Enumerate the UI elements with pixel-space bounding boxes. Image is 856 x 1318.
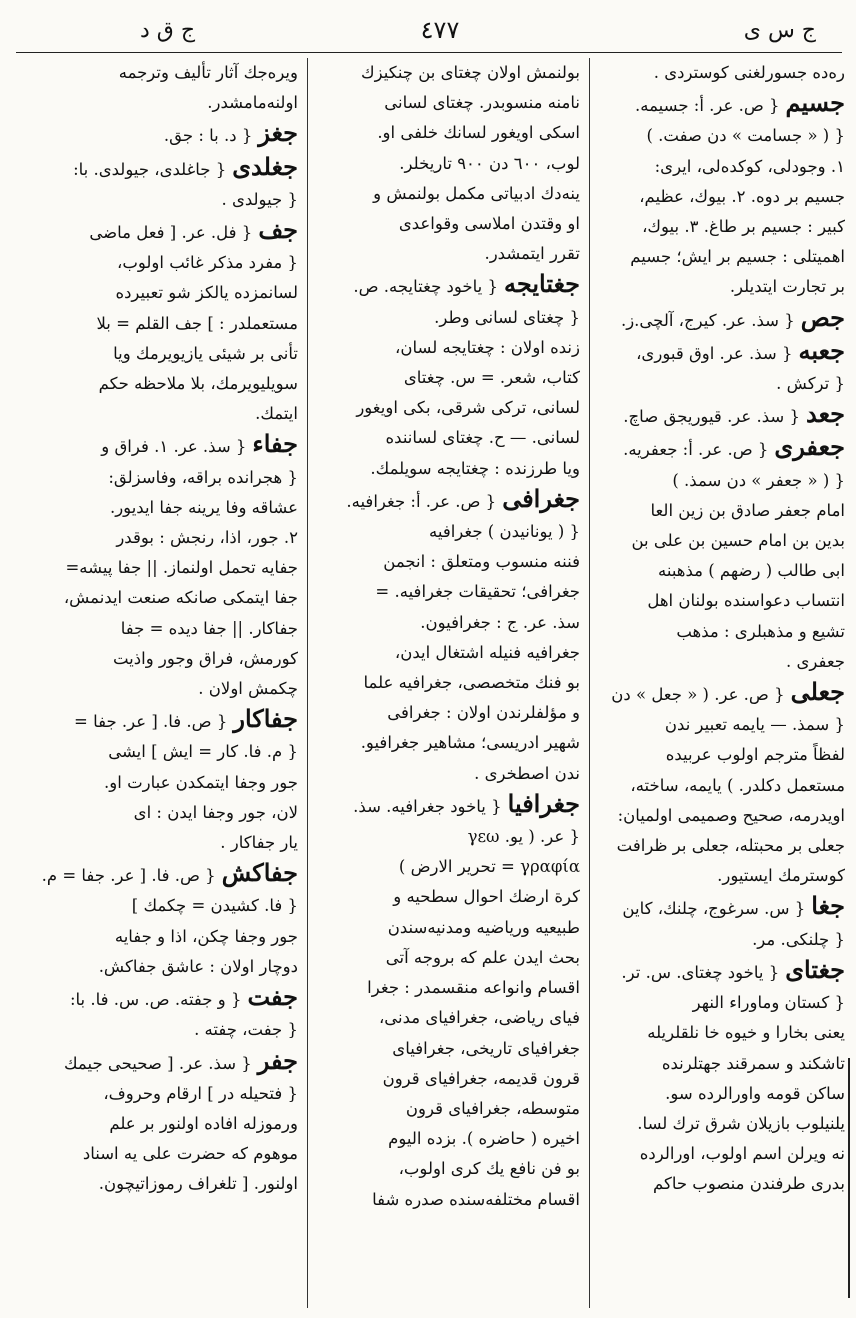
entry-line <box>318 1064 580 1094</box>
definition-text: { مفرد مذكر غائب اولوب، <box>117 253 298 273</box>
dictionary-entry <box>20 58 298 118</box>
entry-line <box>600 58 845 88</box>
definition-text: كوسترمك ايستيور. <box>717 866 845 886</box>
entry-line <box>318 363 580 393</box>
entry-line <box>318 882 580 912</box>
definition-text: تشيع و مذهبلرى : مذهب <box>676 621 845 641</box>
definition-text: سذ. عر. ج : جغرافيون. <box>420 612 580 632</box>
headword: جغرافى <box>502 483 580 513</box>
entry-line <box>318 58 580 88</box>
headword: جعبه <box>798 335 845 365</box>
headword: جفاء <box>252 429 298 459</box>
entry-line <box>318 759 580 789</box>
definition-text: رەدە جسورلغنى كوستردى . <box>653 63 845 82</box>
entry-line <box>20 399 298 429</box>
entry-line <box>20 369 298 399</box>
dictionary-entry <box>600 88 845 302</box>
definition-text: بحث ايدن علم كه بروجه آتى <box>385 947 580 967</box>
entry-line <box>20 553 298 583</box>
definition-text: مستعملدر : ] جف القلم = بلا <box>96 313 298 333</box>
headword: جفاكار <box>233 704 298 734</box>
definition-text: ينەدك ادبياتى مكمل بولنمش و <box>373 183 580 203</box>
entry-line <box>600 1049 845 1079</box>
definition-text: عشاقه وفا يرينه جفا ايديور. <box>109 497 298 517</box>
headword: جعلى <box>790 677 845 707</box>
definition-text: اويدرمه، صحيح وصميمى اولميان: <box>617 805 845 825</box>
dictionary-entry <box>600 891 845 954</box>
entry-line <box>318 668 580 698</box>
entry-line <box>600 466 845 496</box>
headword: جص <box>800 302 845 332</box>
definition-text: جغرافياى تاريخى، جغرافياى <box>392 1038 580 1058</box>
entry-line <box>20 339 298 369</box>
entry-line <box>20 952 298 982</box>
definition-text: شهير ادريسى؛ مشاهير جغرافيو. <box>360 733 580 753</box>
definition-text: { ياخود چغتاى. س. تر. <box>621 962 780 982</box>
entry-line <box>600 740 845 770</box>
entry-line <box>20 858 298 891</box>
definition-text: جعلى بر محبتله، جعلى بر ظرافت <box>616 836 845 856</box>
entry-line <box>318 852 580 882</box>
definition-text: لوب، ٦٠٠ دن ٩٠٠ تاريخلر. <box>399 153 580 173</box>
entry-line <box>600 212 845 242</box>
entry-line <box>318 88 580 118</box>
dictionary-entry <box>600 955 845 1200</box>
dictionary-entry <box>20 982 298 1045</box>
definition-text: و مؤلفلرندن اولان : جغرافى <box>387 703 580 723</box>
definition-text: لسانى، تركى شرقى، بكى اويغور <box>356 398 580 418</box>
entry-line <box>318 1003 580 1033</box>
definition-text: طبيعيه ورياضيه ومدنيەسندن <box>387 917 580 937</box>
entry-line <box>20 88 298 118</box>
dictionary-entry <box>600 58 845 88</box>
entry-line <box>20 463 298 493</box>
entry-line <box>600 617 845 647</box>
entry-line <box>318 1185 580 1215</box>
definition-text: بو فنك متخصصى، جغرافيه علما <box>363 673 580 693</box>
entry-line <box>600 369 845 399</box>
definition-text: تقرر ايتمشدر. <box>484 244 580 264</box>
entry-line <box>20 523 298 553</box>
entry-line <box>318 423 580 453</box>
entry-line <box>318 303 580 333</box>
dictionary-entry <box>600 432 845 677</box>
column-middle <box>318 58 580 1308</box>
entry-line <box>20 1046 298 1079</box>
definition-text: { ياخود جغرافيه. سذ. <box>353 796 502 816</box>
entry-line <box>318 608 580 638</box>
entry-line <box>318 484 580 517</box>
entry-line <box>600 399 845 432</box>
entry-line <box>600 303 845 336</box>
definition-text: { د. با : جق. <box>163 126 253 146</box>
dictionary-entry <box>20 215 298 429</box>
entry-line <box>318 118 580 148</box>
entry-line <box>318 728 580 758</box>
entry-line <box>20 1139 298 1169</box>
entry-line <box>600 710 845 740</box>
column-left <box>20 58 298 1308</box>
entry-line <box>600 771 845 801</box>
dictionary-entry <box>20 858 298 982</box>
definition-text: جعفرى . <box>785 651 845 671</box>
entry-line <box>318 179 580 209</box>
definition-text: { چلنكى. مر. <box>752 929 845 949</box>
definition-text: اهمیتلى : جسیم بر ایش؛ جسیم <box>630 247 845 267</box>
definition-text: اقسام مختلفەسندە صدره شفا <box>372 1189 580 1209</box>
entry-line <box>600 336 845 369</box>
entry-line <box>600 121 845 151</box>
definition-text: لسانى. — ح. چغتاى لساننده <box>385 428 580 448</box>
entry-line <box>318 943 580 973</box>
entry-line <box>600 88 845 121</box>
entry-line <box>20 152 298 185</box>
entry-line <box>20 215 298 248</box>
definition-text: ويا طرزندە : چغتايجه سويلمك. <box>370 458 580 478</box>
definition-text: { ص. فا. [ عر. جفا = <box>74 712 228 732</box>
dictionary-entry <box>20 1046 298 1200</box>
entry-line <box>600 526 845 556</box>
definition-text: { م. فا. كار = ايش ] ايشى <box>108 742 298 762</box>
definition-text: ٢. جور، اذا، رنجش : بوقدر <box>116 528 298 548</box>
dictionary-entry <box>600 303 845 336</box>
dictionary-entry <box>318 269 580 483</box>
entry-line <box>318 1154 580 1184</box>
dictionary-entry <box>20 704 298 858</box>
definition-text: { سذ. عر. [ صحيحى جيمك <box>64 1053 252 1073</box>
definition-text: بو فن نافع يك كرى اولوب، <box>398 1159 580 1179</box>
entry-line <box>318 973 580 1003</box>
entry-line <box>20 798 298 828</box>
definition-text: سويليويرمك، بلا ملاحظه حكم <box>98 374 298 394</box>
entry-line <box>20 737 298 767</box>
dictionary-entry <box>318 58 580 269</box>
definition-text: انتساب دعواسندە بولنان اهل <box>647 591 845 611</box>
definition-text: جسيم بر دوە. ٢. بيوك، عظيم، <box>639 186 845 206</box>
definition-text: { ص. عر. ( « جعل » دن <box>611 685 785 705</box>
definition-text: { فتحيله در ] ارقام وحروف، <box>103 1083 298 1103</box>
definition-text: يار جفاكار . <box>220 833 298 853</box>
entry-line <box>20 614 298 644</box>
entry-line <box>20 891 298 921</box>
definition-text: نامنه منسوبدر. چغتاى لسانى <box>384 93 580 113</box>
definition-text: { سذ. عر. قيوريجق صاچ. <box>623 407 800 427</box>
entry-line <box>318 393 580 423</box>
definition-text: جفاكار. || جفا ديده = جفا <box>120 618 298 638</box>
definition-text: لفظاً مترجم اولوب عربيده <box>665 745 845 765</box>
entry-line <box>600 586 845 616</box>
dictionary-entry <box>600 336 845 399</box>
headword: جغرافيا <box>507 788 580 818</box>
page-header <box>20 12 836 52</box>
definition-text: جغرافى؛ تحقيقات جغرافيه. = <box>375 582 580 602</box>
column-divider-right <box>589 58 590 1308</box>
definition-text: يلنيلوب بازيلان شرق ترك لسا. <box>637 1113 845 1133</box>
entry-line <box>600 1018 845 1048</box>
definition-text: { ( « جسامت » دن صفت. ) <box>646 126 845 146</box>
entry-line <box>600 272 845 302</box>
definition-text: { چغتاى لسانى وطر. <box>434 307 580 327</box>
definition-text: موهوم كه حضرت على يه اسناد <box>82 1144 298 1164</box>
entry-line <box>600 831 845 861</box>
definition-text: ورموزله افاده اولنور بر علم <box>109 1113 298 1133</box>
headword: جغا <box>811 891 845 921</box>
definition-text: { سذ. عر. ١. فراق و <box>101 437 247 457</box>
entry-line <box>318 698 580 728</box>
entry-line <box>600 182 845 212</box>
definition-text: كرة ارضك احوال سطحيه و <box>393 887 580 907</box>
definition-text: جور وجفا ايتمكدن عبارت او. <box>104 772 298 792</box>
entry-line <box>600 891 845 924</box>
headword: جغتايجه <box>503 269 580 299</box>
entry-line <box>20 1079 298 1109</box>
definition-text: { ص. عر. أ: جعفريە. <box>623 440 769 460</box>
dictionary-entry <box>318 484 580 789</box>
headword: جعد <box>805 399 845 429</box>
definition-text: زنده اولان : چغتايجه لسان، <box>395 337 580 357</box>
definition-text: { ص. فا. [ عر. جفا = م. <box>41 866 216 886</box>
entry-line <box>20 1015 298 1045</box>
definition-text: اخيره ( حاضره ). بزده اليوم <box>388 1129 580 1149</box>
entry-line <box>20 1109 298 1139</box>
entry-line <box>600 496 845 526</box>
definition-text: فننه منسوب ومتعلق : انجمن <box>383 552 580 572</box>
definition-text: كبير : جسیم بر طاغ. ٣. بيوك، <box>642 217 845 237</box>
entry-line <box>318 333 580 363</box>
definition-text: بولنمش اولان چغتاى بن چنكيزك <box>361 63 580 82</box>
definition-text: قرون قديمه، جغرافياى قرون <box>382 1068 580 1088</box>
column-divider-left <box>307 58 308 1308</box>
headword: جغلدى <box>232 151 298 181</box>
definition-text: { جيولدى . <box>221 189 298 209</box>
definition-text: يعنى بخارا و خيوه خا نلقلريله <box>647 1023 845 1043</box>
definition-text: كورمش، فراق وجور واذيت <box>112 648 298 668</box>
definition-text: ايتمك. <box>255 404 298 424</box>
entry-line <box>20 58 298 88</box>
definition-text: بر تجارت ایتدیلر. <box>729 277 845 297</box>
definition-text: جغرافيه فنيله اشتغال ايدن، <box>394 642 580 662</box>
entry-line <box>318 517 580 547</box>
definition-text: ابى طالب ( رضهم ) مذهبنه <box>658 561 845 581</box>
header-rule <box>16 52 842 53</box>
entry-line <box>318 638 580 668</box>
dictionary-entry <box>318 789 580 1215</box>
entry-line <box>20 768 298 798</box>
header-right-guideword: ج س ى <box>743 18 816 43</box>
headword: جسیم <box>785 88 845 118</box>
entry-line <box>20 644 298 674</box>
definition-text: اسكى اويغور لسانك خلفى او. <box>377 123 580 143</box>
definition-text: { سذ. عر. كيرج، آلچی.ز. <box>620 310 795 330</box>
entry-line <box>318 209 580 239</box>
entry-line <box>318 239 580 269</box>
entry-line <box>20 118 298 151</box>
entry-line <box>600 801 845 831</box>
definition-text: اولنور. [ تلغراف رموزاتيچون. <box>98 1174 298 1194</box>
definition-text: γραφία = تحرير الارض ) <box>398 857 580 877</box>
definition-text: { هجرانده براقه، وفاسزلق: <box>108 467 298 487</box>
definition-text: فياى رياضى، جغرافياى مدنى، <box>378 1008 580 1028</box>
definition-text: { عر. ( يو. γεω <box>467 827 580 847</box>
entry-line <box>20 583 298 613</box>
definition-text: جفا ايتمكى صانكه صنعت ايدنمش، <box>63 588 298 608</box>
headword: جغز <box>258 118 298 148</box>
definition-text: { ص. عر. أ: جغرافيه. <box>346 491 497 511</box>
definition-text: لسانمزدە يالكز شو تعبيردە <box>115 283 298 303</box>
dictionary-entry <box>20 429 298 704</box>
entry-line <box>600 432 845 465</box>
definition-text: اقسام وانواعه منقسمدر : جغرا <box>367 978 580 998</box>
definition-text: او وقتدن املاسى وقواعدى <box>398 214 580 234</box>
definition-text: { جفت، چفته . <box>194 1020 298 1040</box>
entry-line <box>318 1124 580 1154</box>
definition-text: تأنى بر شيئى يازيويرمك ويا <box>113 343 298 363</box>
entry-line <box>600 988 845 1018</box>
definition-text: جور وجفا چكن، اذا و جفايه <box>114 926 298 946</box>
headword: جعفرى <box>774 432 845 462</box>
definition-text: { جاغلدى، جيولدى. با: <box>73 159 227 179</box>
definition-text: { تركش . <box>776 374 845 394</box>
entry-line <box>600 1139 845 1169</box>
definition-text: اولنەمامشدر. <box>207 93 298 113</box>
entry-line <box>20 429 298 462</box>
entry-line <box>600 677 845 710</box>
definition-text: { كستان وماوراء النهر <box>692 993 845 1013</box>
entry-line <box>318 149 580 179</box>
entry-line <box>20 493 298 523</box>
entry-line <box>600 1079 845 1109</box>
definition-text: { س. سرغوج، چلنك، كاين <box>622 899 806 919</box>
entry-line <box>20 982 298 1015</box>
entry-line <box>20 674 298 704</box>
dictionary-entry <box>20 118 298 151</box>
entry-line <box>318 789 580 822</box>
entry-line <box>318 577 580 607</box>
definition-text: { فل. عر. [ فعل ماضى <box>89 223 253 243</box>
entry-line <box>20 248 298 278</box>
definition-text: كتاب، شعر. = س. چغتاى <box>403 368 580 388</box>
definition-text: { ( « جعفر » دن سمذ. ) <box>672 470 845 490</box>
definition-text: { فا. كشيدن = چكمك ] <box>131 896 298 916</box>
entry-line <box>20 278 298 308</box>
definition-text: نه ويرلن اسم اولوب، اورالردە <box>639 1144 845 1164</box>
entry-line <box>20 828 298 858</box>
dictionary-entry <box>20 152 298 215</box>
entry-line <box>600 647 845 677</box>
entry-line <box>318 547 580 577</box>
headword: جفت <box>247 982 298 1012</box>
definition-text: بدرى طرفندن منصوب حاكم <box>653 1174 845 1194</box>
definition-text: دوچار اولان : عاشق جفاكش. <box>98 956 298 976</box>
entry-line <box>600 955 845 988</box>
definition-text: { ياخود چغتايجه. ص. <box>353 277 498 297</box>
entry-line <box>20 922 298 952</box>
entry-line <box>600 1109 845 1139</box>
definition-text: بدين بن امام حسين بن على بن <box>631 531 845 551</box>
entry-line <box>600 242 845 272</box>
entry-line <box>318 913 580 943</box>
definition-text: ندن اصطخرى . <box>474 763 580 783</box>
dictionary-entry <box>600 399 845 432</box>
definition-text: لان، جور وجفا ايدن : اى <box>133 802 298 822</box>
definition-text: امام جعفر صادق بن زين العا <box>650 500 845 520</box>
entry-line <box>20 309 298 339</box>
page-edge-mark <box>848 1058 850 1298</box>
header-left-guideword: ج ق د <box>140 18 196 43</box>
page-number: ٤٧٧ <box>420 16 460 44</box>
entry-line <box>600 152 845 182</box>
definition-text: چكمش اولان . <box>198 679 298 699</box>
definition-text: ١. وجودلى، كوكدەلى، ايرى: <box>654 156 845 176</box>
entry-line <box>600 1169 845 1199</box>
column-right <box>600 58 845 1308</box>
entry-line <box>20 185 298 215</box>
definition-text: ساكن قومه واورالردە سو. <box>665 1083 845 1103</box>
definition-text: { سمذ. — يايمه تعبير ندن <box>664 715 845 735</box>
headword: جفر <box>257 1045 298 1075</box>
definition-text: تاشكند و سمرقند جهتلرندە <box>661 1053 845 1073</box>
entry-line <box>600 861 845 891</box>
definition-text: مستعمل دكلدر. ) يايمه، ساختە، <box>630 775 845 795</box>
definition-text: { ( يونانيدن ) جغرافيه <box>429 522 580 542</box>
definition-text: { ص. عر. أ: جسیمە. <box>634 96 780 116</box>
definition-text: جفايه تحمل اولنماز. || جفا پيشه= <box>65 558 298 578</box>
headword: جغتاى <box>785 954 845 984</box>
entry-line <box>318 1034 580 1064</box>
definition-text: { سذ. عر. اوق قبورى، <box>636 343 793 363</box>
headword: جف <box>258 215 298 245</box>
entry-line <box>20 704 298 737</box>
entry-line <box>318 269 580 302</box>
entry-line <box>318 1094 580 1124</box>
entry-line <box>318 822 580 852</box>
definition-text: { و جفته. ص. س. فا. با: <box>69 990 242 1010</box>
definition-text: ويرەجك آثار تأليف وترجمه <box>118 63 298 82</box>
dictionary-entry <box>600 677 845 891</box>
entry-line <box>20 1169 298 1199</box>
entry-line <box>318 454 580 484</box>
definition-text: متوسطه، جغرافياى قرون <box>405 1098 580 1118</box>
entry-line <box>600 925 845 955</box>
headword: جفاكش <box>221 858 298 888</box>
entry-line <box>600 556 845 586</box>
